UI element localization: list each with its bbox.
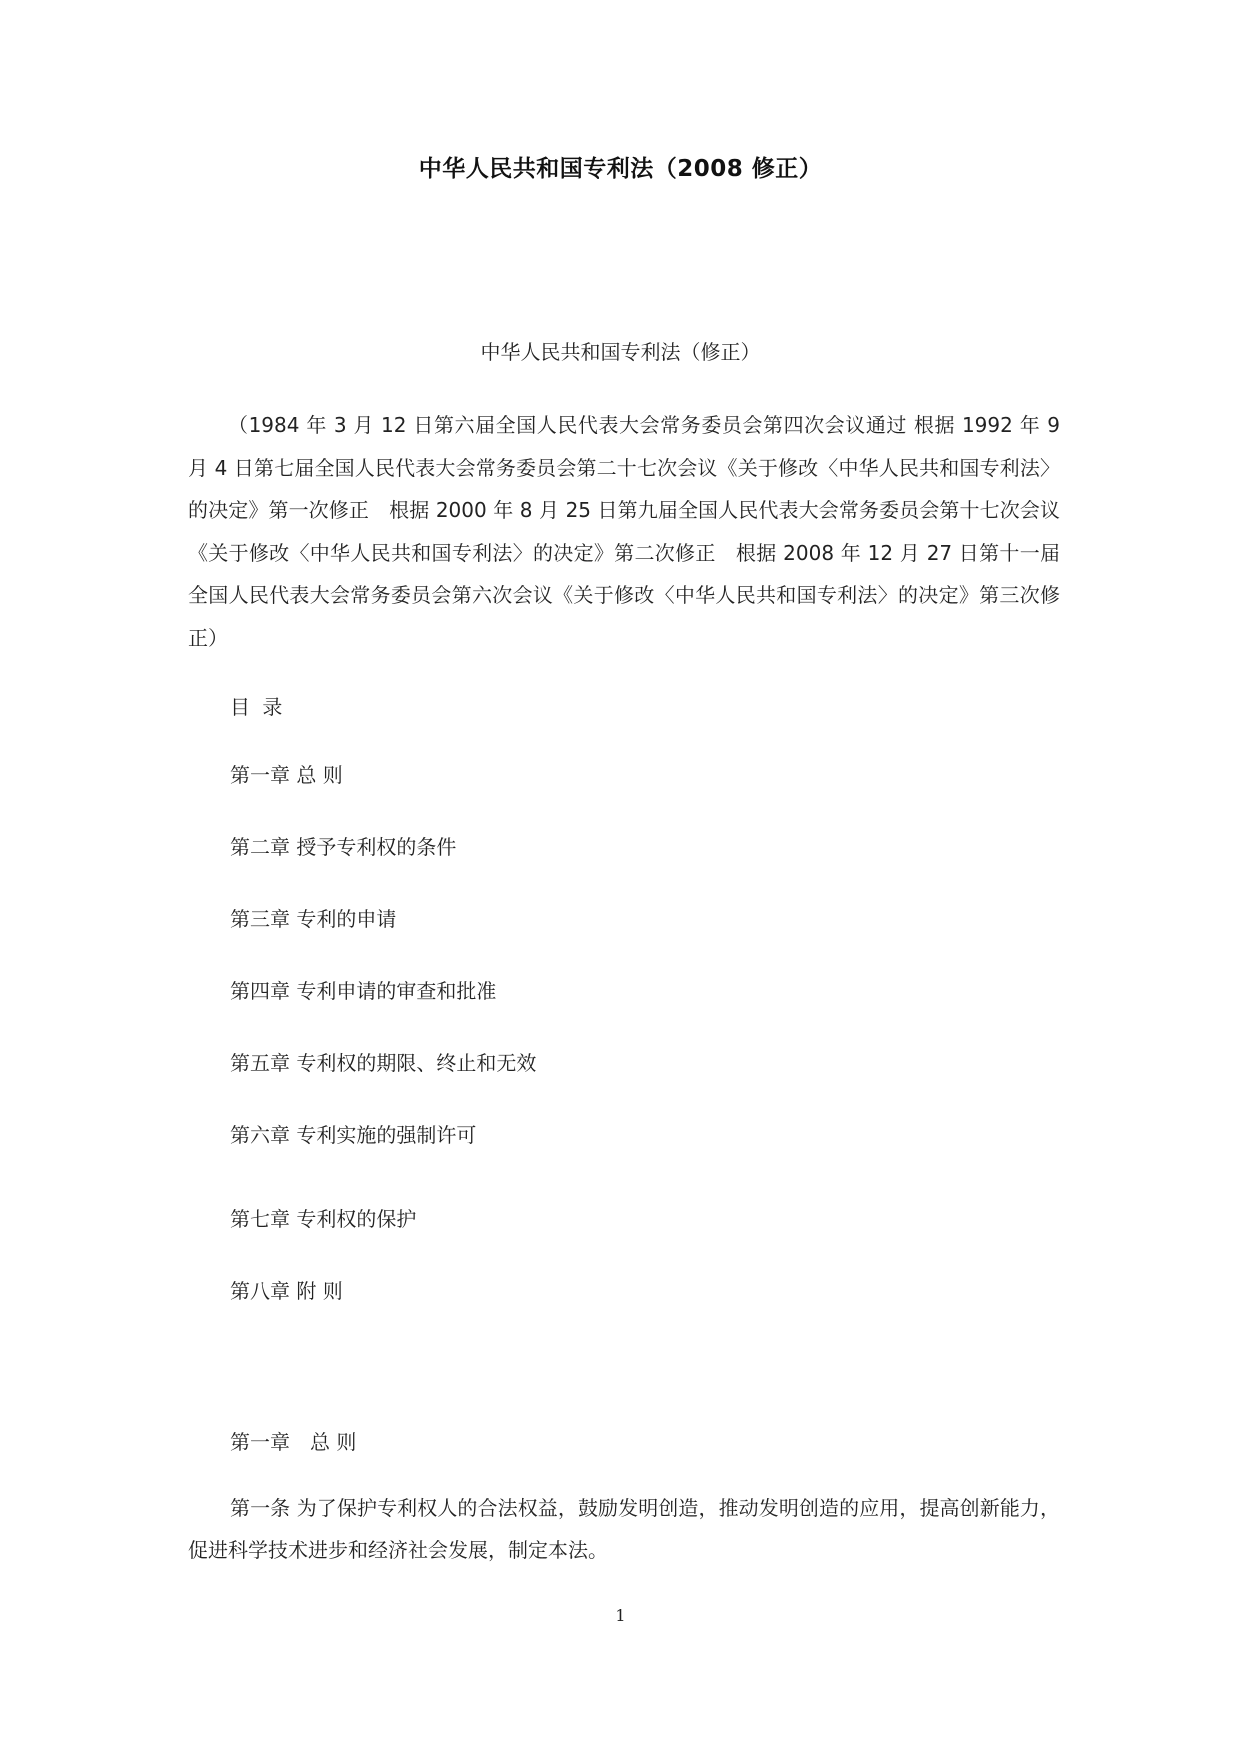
- toc-item-chapter-8: 第八章 附 则: [230, 1279, 343, 1303]
- page-number: 1: [615, 1606, 626, 1625]
- article-paragraph: 第一条 为了保护专利权人的合法权益，鼓励发明创造，推动发明创造的应用，提高创新能力，促进科学技术进步和经济社会发展，制定本法。: [188, 1496, 1060, 1562]
- table-of-contents: [230, 763, 536, 1351]
- document-subtitle: 中华人民共和国专利法（修正）: [480, 340, 761, 364]
- toc-item-chapter-2: 第二章 授予专利权的条件: [230, 835, 457, 859]
- document-title: 中华人民共和国专利法（2008 修正）: [418, 156, 823, 182]
- toc-item-chapter-1: 第一章 总 则: [230, 763, 343, 787]
- toc-item-chapter-6: 第六章 专利实施的强制许可: [230, 1123, 477, 1147]
- toc-heading: 目 录: [230, 695, 283, 719]
- toc-item-chapter-3: 第三章 专利的申请: [230, 907, 397, 931]
- toc-item-chapter-4: 第四章 专利申请的审查和批准: [230, 979, 497, 1003]
- toc-item-chapter-7: 第七章 专利权的保护: [230, 1207, 417, 1231]
- chapter-heading: 第一章 总 则: [230, 1430, 357, 1454]
- preamble-paragraph: （1984 年 3 月 12 日第六届全国人民代表大会常务委员会第四次会议通过 根据 1992 年 9 月 4 日第七届全国人民代表大会常务委员会第二十七次会议《关于修改〈中华人民共和国专利法〉的决定》第一次修正 根据 2000 年 8 月 25 日第九届全国人民代表大会常务委员会第十七次会议《关于修改〈中华人民共和国专利法〉的决定》第二次修正 根据 2008 年 12 月 27 日第十一届全国人民代表大会常务委员会第六次会议《关于修改〈中华人民共和国专利法〉的决定》第三次修正）: [188, 413, 1060, 650]
- toc-item-chapter-5: 第五章 专利权的期限、终止和无效: [230, 1051, 537, 1075]
